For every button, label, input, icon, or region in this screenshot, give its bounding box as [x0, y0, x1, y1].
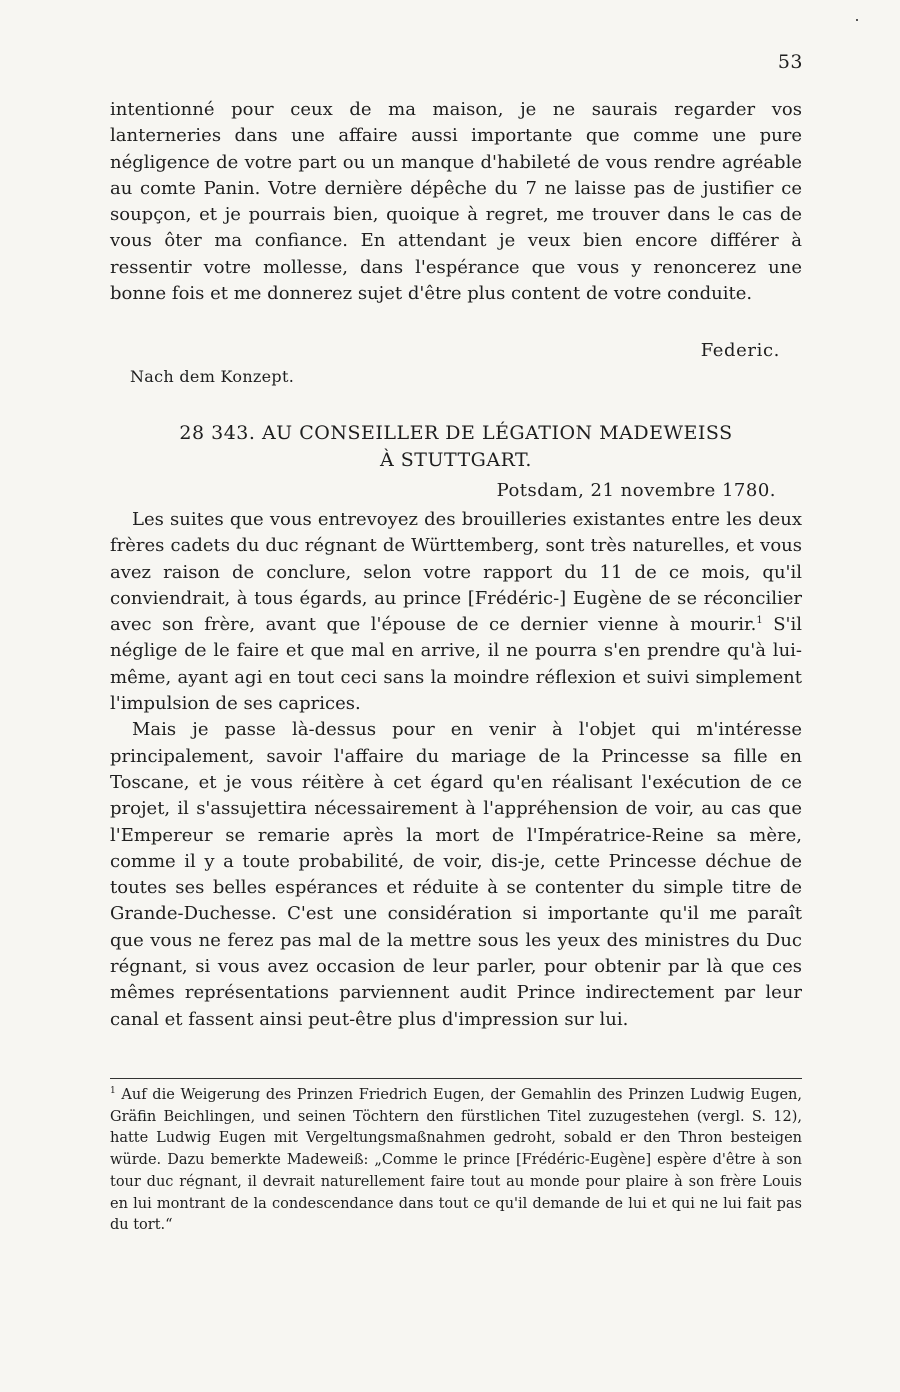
dateline: Potsdam, 21 novembre 1780. [496, 480, 776, 501]
letter-paragraph-1 [110, 507, 802, 717]
signature: Federic. [700, 340, 780, 361]
source-note: Nach dem Konzept. [130, 367, 295, 386]
previous-letter-ending [110, 97, 802, 307]
letter-body [110, 507, 802, 1033]
footnote-divider [110, 1078, 802, 1079]
page-number: 53 [777, 51, 803, 73]
footnote-text: Auf die Weigerung des Prinzen Friedrich Eugen, der Gemahlin des Prinzen Ludwig Eugen, Gräfin Beichlingen, und seinen Töchtern den fürstlichen Titel zuzugestehen (vergl. S. 12), hatte Ludwig Eugen mit Vergeltungsmaßnahmen gedroht, sobald er den Thron besteigen würde. Dazu bemerkte Madeweiß: „Comme le prince [Frédéric-Eugène] espère d'être à son tour duc régnant, il devrait naturellement faire tout au monde pour plaire à son frère Louis en lui montrant de la condescendance dans tout ce qu'il demande de lui et qui ne lui fait pas du tort.“ [110, 1087, 802, 1234]
letter-paragraph-2: Mais je passe là-dessus pour en venir à l'objet qui m'intéresse principalement, savoir l'affaire du mariage de la Princesse sa fille en Toscane, et je vous réitère à cet égard qu'en réalisant l'exécution de ce projet, il s'assujettira nécessairement à l'appréhension de voir, au cas que l'Empereur se remarie après la mort de l'Impératrice-Reine sa mère, comme il y a toute probabilité, de voir, dis-je, cette Princesse déchue de toutes ses belles espérances et réduite à se contenter du simple titre de Grande-Duchesse. C'est une considération si importante qu'il me paraît que vous ne ferez pas mal de la mettre sous les yeux des ministres du Duc régnant, si vous avez occasion de leur parler, pour obtenir par là que ces mêmes représentations parviennent audit Prince indirectement par leur canal et fassent ainsi peut-être plus d'impression sur lui. [110, 719, 802, 1030]
paragraph-1-part-b: S'il néglige de le faire et que mal en arrive, il ne pourra s'en prendre qu'à lui-même, ayant agi en tout ceci sans la moindre réflexion et suivi simplement l'impulsion de ses caprices. [110, 614, 803, 715]
paragraph-1-part-a: Les suites que vous entrevoyez des brouilleries existantes entre les deux frères cadets du duc régnant de Württemberg, sont très naturelles, et vous avez raison de conclure, selon votre rapport du 11 de ce mois, qu'il conviendrait, à tous égards, au prince [Frédéric-] Eugène de se réconcilier avec son frère, avant que l'épouse de ce dernier vienne à mourir. [110, 509, 802, 636]
footnote-reference: 1 [756, 615, 763, 627]
previous-letter-paragraph: intentionné pour ceux de ma maison, je ne saurais regarder vos lanterneries dans une affaire aussi importante que comme une pure négligence de votre part ou un manque d'habileté de vous rendre agréable au comte Panin. Votre dernière dépêche du 7 ne laisse pas de justifier ce soupçon, et je pourrais bien, quoique à regret, me trouver dans le cas de vous ôter ma confiance. En attendant je veux bien encore différer à ressentir votre mollesse, dans l'espérance que vous y renoncerez une bonne fois et me donnerez sujet d'être plus content de votre conduite. [110, 99, 802, 305]
footnote [110, 1085, 802, 1237]
letter-heading-line1: 28 343. AU CONSEILLER DE LÉGATION MADEWEISS [179, 422, 733, 444]
letter-heading [110, 420, 802, 474]
footnote-marker: 1 [110, 1086, 116, 1097]
scan-speck [856, 19, 858, 21]
letter-heading-line2: À STUTTGART. [380, 449, 532, 471]
